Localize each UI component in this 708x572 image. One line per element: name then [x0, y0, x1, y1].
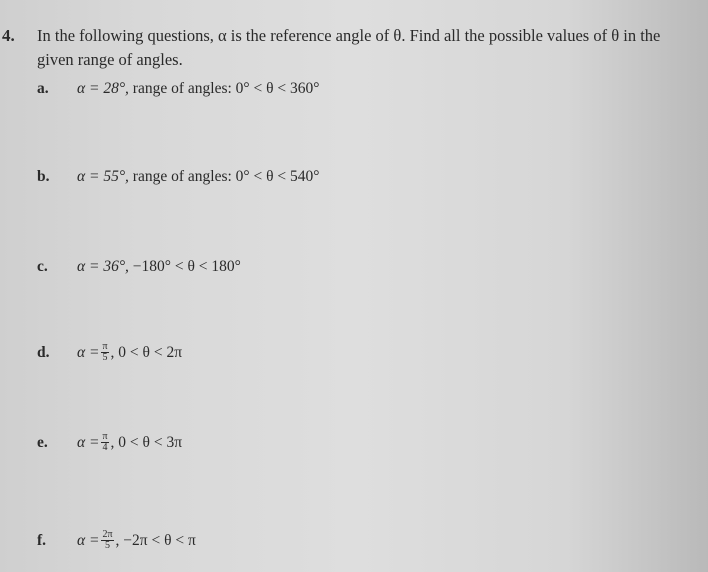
part-c	[37, 258, 241, 276]
part-label: b.	[37, 168, 50, 185]
angle-range: range of angles: 0° < θ < 540°	[132, 168, 320, 185]
alpha-value: α = 55°,	[77, 168, 129, 185]
part-label: f.	[37, 531, 47, 549]
bleed-through-mark	[220, 200, 340, 214]
part-e	[37, 432, 182, 453]
part-label: d.	[37, 343, 50, 361]
part-label: e.	[37, 433, 48, 451]
alpha-fraction	[101, 342, 108, 363]
alpha-prefix: α =	[77, 343, 100, 361]
alpha-fraction	[101, 432, 108, 453]
fraction-denominator: 4	[102, 442, 108, 453]
fraction-numerator: 2π	[102, 529, 113, 540]
part-d	[37, 342, 182, 363]
angle-range: , 0 < θ < 3π	[110, 433, 183, 451]
question-intro: In the following questions, α is the reference angle of θ. Find all the possible values of θ in the given range of angles.	[37, 26, 661, 69]
question-number: 4.	[2, 26, 15, 45]
part-label: c.	[37, 258, 48, 275]
part-b	[37, 168, 319, 186]
angle-range: , −2π < θ < π	[115, 531, 196, 549]
fraction-denominator: 5	[102, 352, 108, 363]
alpha-value: α = 36°,	[77, 258, 129, 275]
angle-range: range of angles: 0° < θ < 360°	[132, 80, 320, 97]
fraction-numerator: π	[102, 431, 108, 442]
angle-range: , 0 < θ < 2π	[110, 343, 183, 361]
alpha-prefix: α =	[77, 433, 100, 451]
part-a	[37, 80, 319, 98]
part-f	[37, 530, 196, 551]
alpha-prefix: α =	[77, 531, 100, 549]
part-label: a.	[37, 80, 49, 97]
angle-range: −180° < θ < 180°	[132, 258, 241, 275]
fraction-numerator: π	[102, 341, 108, 352]
alpha-value: α = 28°,	[77, 80, 129, 97]
fraction-denominator: 5	[105, 540, 111, 551]
alpha-fraction	[101, 530, 113, 551]
